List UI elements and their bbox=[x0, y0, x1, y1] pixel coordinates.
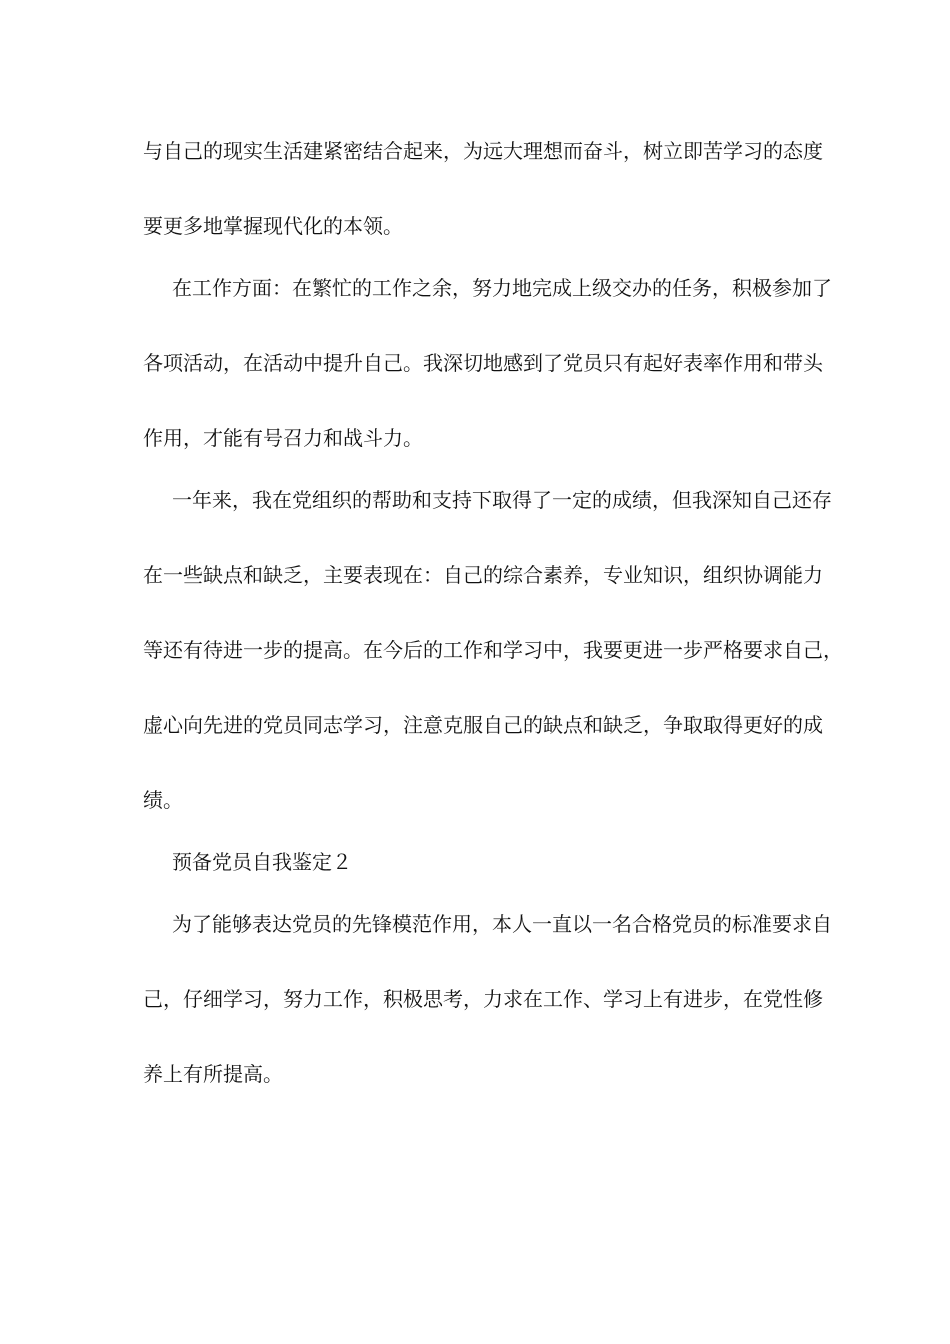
paragraph-line: 等还有待进一步的提高。在今后的工作和学习中，我要更进一步严格要求自己， bbox=[143, 638, 843, 662]
paragraph-line: 在一些缺点和缺乏，主要表现在：自己的综合素养，专业知识，组织协调能力 bbox=[143, 563, 823, 587]
paragraph-line: 虚心向先进的党员同志学习，注意克服自己的缺点和缺乏，争取取得更好的成 bbox=[143, 713, 823, 737]
paragraph-line: 一年来，我在党组织的帮助和支持下取得了一定的成绩，但我深知自己还存 bbox=[172, 488, 832, 512]
paragraph-line: 为了能够表达党员的先锋模范作用，本人一直以一名合格党员的标准要求自 bbox=[172, 912, 832, 936]
paragraph-line: 己，仔细学习，努力工作，积极思考，力求在工作、学习上有进步，在党性修 bbox=[143, 987, 823, 1011]
paragraph-line: 与自己的现实生活建紧密结合起来，为远大理想而奋斗，树立即苦学习的态度 bbox=[143, 139, 823, 163]
section-heading: 预备党员自我鉴定２ bbox=[172, 850, 352, 874]
paragraph-line: 要更多地掌握现代化的本领。 bbox=[143, 214, 403, 238]
paragraph-line: 绩。 bbox=[143, 788, 183, 812]
paragraph-line: 作用，才能有号召力和战斗力。 bbox=[143, 426, 423, 450]
paragraph-line: 在工作方面：在繁忙的工作之余，努力地完成上级交办的任务，积极参加了 bbox=[172, 276, 832, 300]
paragraph-line: 各项活动，在活动中提升自己。我深切地感到了党员只有起好表率作用和带头 bbox=[143, 351, 823, 375]
paragraph-line: 养上有所提高。 bbox=[143, 1062, 283, 1086]
